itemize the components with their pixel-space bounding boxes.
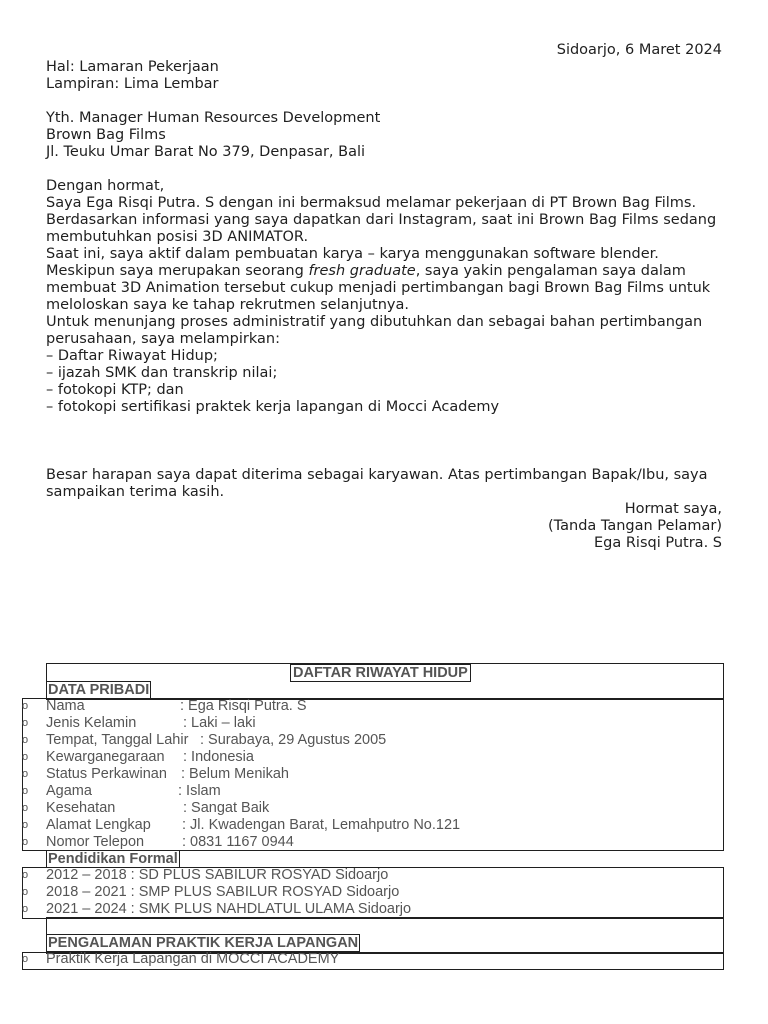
place-date: Sidoarjo, 6 Maret 2024 — [556, 42, 722, 58]
paragraph-experience-italic: fresh graduate — [308, 263, 416, 279]
recipient-title: Yth. Manager Human Resources Development — [46, 110, 381, 126]
personal-label: Alamat Lengkap — [46, 817, 151, 833]
bullet-icon: o — [22, 768, 29, 780]
education-row — [0, 867, 768, 884]
attachment-item: – fotokopi KTP; dan — [46, 382, 184, 398]
bullet-icon: o — [22, 819, 29, 831]
personal-row — [0, 817, 768, 834]
personal-value: : Belum Menikah — [181, 766, 289, 782]
personal-row — [0, 783, 768, 800]
bullet-icon: o — [22, 953, 29, 965]
personal-label: Jenis Kelamin — [46, 715, 137, 731]
bullet-icon: o — [22, 836, 29, 848]
education-row — [0, 901, 768, 918]
personal-value: : Jl. Kwadengan Barat, Lemahputro No.121 — [182, 817, 461, 833]
application-letter — [46, 42, 722, 552]
attachment-line: Lampiran: Lima Lembar — [46, 76, 219, 92]
signature-placeholder: (Tanda Tangan Pelamar) — [548, 518, 722, 534]
personal-value: : Ega Risqi Putra. S — [180, 698, 307, 714]
paragraph-intro: Saya Ega Risqi Putra. S dengan ini bermaksud melamar pekerjaan di PT Brown Bag Films. Berdasarkan informasi yang saya dapatkan dari Instagram, saat ini Brown Bag Films sedang membutuhkan posisi 3D ANIMATOR. — [46, 195, 717, 245]
personal-row — [0, 749, 768, 766]
education-item: 2012 – 2018 : SD PLUS SABILUR ROSYAD Sidoarjo — [46, 867, 389, 883]
personal-label: Nama — [46, 698, 85, 714]
internship-row — [0, 951, 768, 968]
internship-heading: PENGALAMAN PRAKTIK KERJA LAPANGAN — [48, 935, 359, 951]
personal-value: : Indonesia — [183, 749, 254, 765]
paragraph-attachments: Untuk menunjang proses administratif yang dibutuhkan dan sebagai bahan pertimbangan perusahaan, saya melampirkan: — [46, 314, 703, 347]
attachment-item: – Daftar Riwayat Hidup; — [46, 348, 218, 364]
personal-row — [0, 698, 768, 715]
bullet-icon: o — [22, 802, 29, 814]
attachment-item: – fotokopi sertifikasi praktek kerja lapangan di Mocci Academy — [46, 399, 500, 415]
education-item: 2018 – 2021 : SMP PLUS SABILUR ROSYAD Sidoarjo — [46, 884, 400, 900]
bullet-icon: o — [22, 903, 29, 915]
closing-paragraph: Besar harapan saya dapat diterima sebagai karyawan. Atas pertimbangan Bapak/Ibu, saya sampaikan terima kasih. — [46, 467, 708, 500]
personal-value: : Islam — [178, 783, 221, 799]
personal-row — [0, 834, 768, 851]
attachment-item: – ijazah SMK dan transkrip nilai; — [46, 365, 278, 381]
paragraph-experience-end: , saya yakin pengalaman saya dalam membuat 3D Animation tersebut cukup menjadi pertimbangan bagi Brown Bag Films untuk meloloskan saya ke tahap rekrutmen selanjutnya. — [46, 263, 711, 313]
bullet-icon: o — [22, 869, 29, 881]
personal-value: : 0831 1167 0944 — [182, 834, 294, 850]
bullet-icon: o — [22, 734, 29, 746]
bullet-icon: o — [22, 751, 29, 763]
personal-value: : Laki – laki — [183, 715, 256, 731]
education-item: 2021 – 2024 : SMK PLUS NAHDLATUL ULAMA Sidoarjo — [46, 901, 412, 917]
personal-label: Status Perkawinan — [46, 766, 167, 782]
sender-name: Ega Risqi Putra. S — [594, 535, 722, 551]
cv-title: DAFTAR RIWAYAT HIDUP — [290, 664, 471, 682]
bullet-icon: o — [22, 886, 29, 898]
personal-label: Kesehatan — [46, 800, 116, 816]
personal-row — [0, 732, 768, 749]
recipient-address: Jl. Teuku Umar Barat No 379, Denpasar, Bali — [46, 144, 366, 160]
personal-label: Nomor Telepon — [46, 834, 145, 850]
bullet-icon: o — [22, 700, 29, 712]
education-row — [0, 884, 768, 901]
bullet-icon: o — [22, 717, 29, 729]
sign-off: Hormat saya, — [624, 501, 722, 517]
personal-label: Agama — [46, 783, 92, 799]
recipient-company: Brown Bag Films — [46, 127, 166, 143]
education-heading: Pendidikan Formal — [48, 851, 178, 867]
bullet-icon: o — [22, 785, 29, 797]
paragraph-experience — [46, 263, 722, 314]
personal-label: Kewarganegaraan — [46, 749, 165, 765]
greeting: Dengan hormat, — [46, 178, 165, 194]
internship-item: Praktik Kerja Lapangan di MOCCI ACADEMY — [46, 951, 340, 967]
paragraph-experience-start: Meskipun saya merupakan seorang — [46, 263, 309, 279]
personal-data-heading: DATA PRIBADI — [48, 682, 150, 698]
personal-row — [0, 800, 768, 817]
personal-label: Tempat, Tanggal Lahir — [46, 732, 189, 748]
personal-row — [0, 715, 768, 732]
subject-line: Hal: Lamaran Pekerjaan — [46, 59, 219, 75]
personal-value: : Sangat Baik — [183, 800, 270, 816]
personal-value: : Surabaya, 29 Agustus 2005 — [200, 732, 387, 748]
personal-row — [0, 766, 768, 783]
paragraph-activity: Saat ini, saya aktif dalam pembuatan karya – karya menggunakan software blender. — [46, 246, 659, 262]
